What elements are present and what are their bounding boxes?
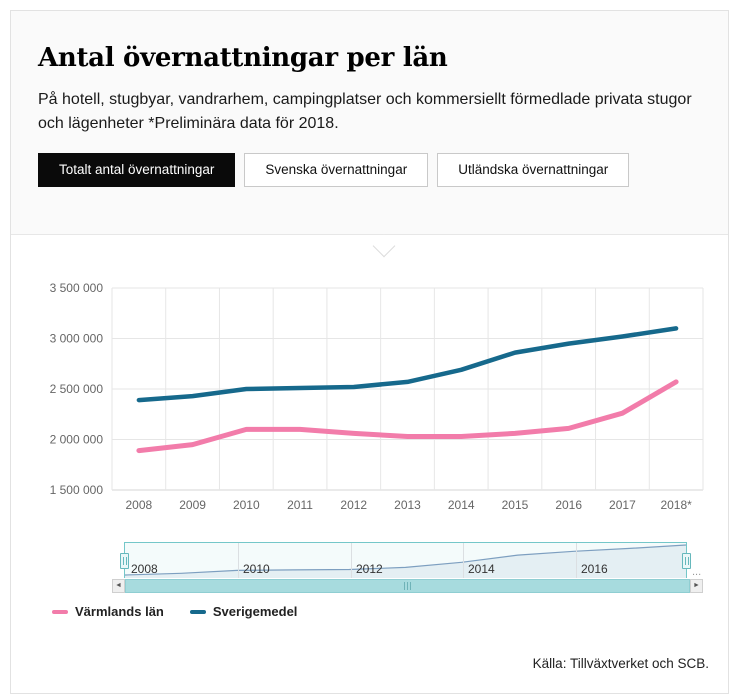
scrollbar-thumb[interactable] xyxy=(125,579,690,593)
svg-text:2009: 2009 xyxy=(179,498,206,512)
svg-text:2011: 2011 xyxy=(287,498,313,512)
tab-bar xyxy=(38,153,701,187)
navigator-right-handle[interactable] xyxy=(682,553,691,569)
svg-text:1 500 000: 1 500 000 xyxy=(49,483,103,497)
subtitle: På hotell, stugbyar, vandrarhem, campingplatser och kommersiellt förmedlade privata stugor och lägenheter *Preliminära data för 2018. xyxy=(38,90,692,132)
header-panel xyxy=(11,11,728,235)
tab-swedish-overnight-stays[interactable]: Svenska övernattningar xyxy=(244,153,428,187)
scrollbar-grip-icon xyxy=(407,582,408,590)
legend-dash-icon xyxy=(52,610,68,614)
svg-text:2018*: 2018* xyxy=(660,498,692,512)
navigator-gridline xyxy=(351,543,352,578)
legend-label: Sverigemedel xyxy=(212,604,298,619)
svg-text:2014: 2014 xyxy=(447,498,475,512)
panel-notch xyxy=(373,235,396,258)
tab-total-overnight-stays[interactable]: Totalt antal övernattningar xyxy=(38,153,235,187)
navigator-gridline xyxy=(463,543,464,578)
svg-text:2013: 2013 xyxy=(394,498,421,512)
legend-item-varmlands-lan[interactable] xyxy=(52,604,164,619)
navigator-label: 2014 xyxy=(468,562,495,576)
navigator-left-handle[interactable] xyxy=(120,553,129,569)
navigator-gridline xyxy=(238,543,239,578)
svg-text:2 500 000: 2 500 000 xyxy=(49,382,103,396)
navigator-scrollbar xyxy=(112,579,703,593)
source-attribution: Källa: Tillväxtverket och SCB. xyxy=(532,656,709,671)
navigator-truncated-label: ... xyxy=(692,566,702,578)
legend-label: Värmlands län xyxy=(75,604,164,619)
legend-item-sverigemedel[interactable] xyxy=(190,604,298,619)
svg-text:2015: 2015 xyxy=(501,498,529,512)
scroll-right-arrow-icon[interactable]: ► xyxy=(690,579,703,593)
tab-foreign-overnight-stays[interactable]: Utländska övernattningar xyxy=(437,153,629,187)
navigator-label: 2016 xyxy=(581,562,608,576)
navigator-label: 2010 xyxy=(243,562,270,576)
navigator-gridline xyxy=(576,543,577,578)
svg-text:3 500 000: 3 500 000 xyxy=(49,281,103,295)
page-title: Antal övernattningar per län xyxy=(38,43,448,73)
svg-text:2016: 2016 xyxy=(555,498,583,512)
svg-text:3 000 000: 3 000 000 xyxy=(49,331,103,346)
chart-legend xyxy=(52,604,297,619)
svg-text:2012: 2012 xyxy=(340,498,368,512)
navigator-label: 2008 xyxy=(131,562,158,576)
main-line-chart xyxy=(0,270,740,520)
scroll-left-arrow-icon[interactable]: ◄ xyxy=(112,579,125,593)
legend-dash-icon xyxy=(190,610,206,614)
svg-text:2 000 000: 2 000 000 xyxy=(49,432,103,447)
navigator-label: 2012 xyxy=(356,562,383,576)
svg-text:2008: 2008 xyxy=(125,498,153,512)
svg-text:2017: 2017 xyxy=(609,498,636,512)
svg-text:2010: 2010 xyxy=(232,498,260,512)
chart-navigator[interactable] xyxy=(124,542,702,578)
